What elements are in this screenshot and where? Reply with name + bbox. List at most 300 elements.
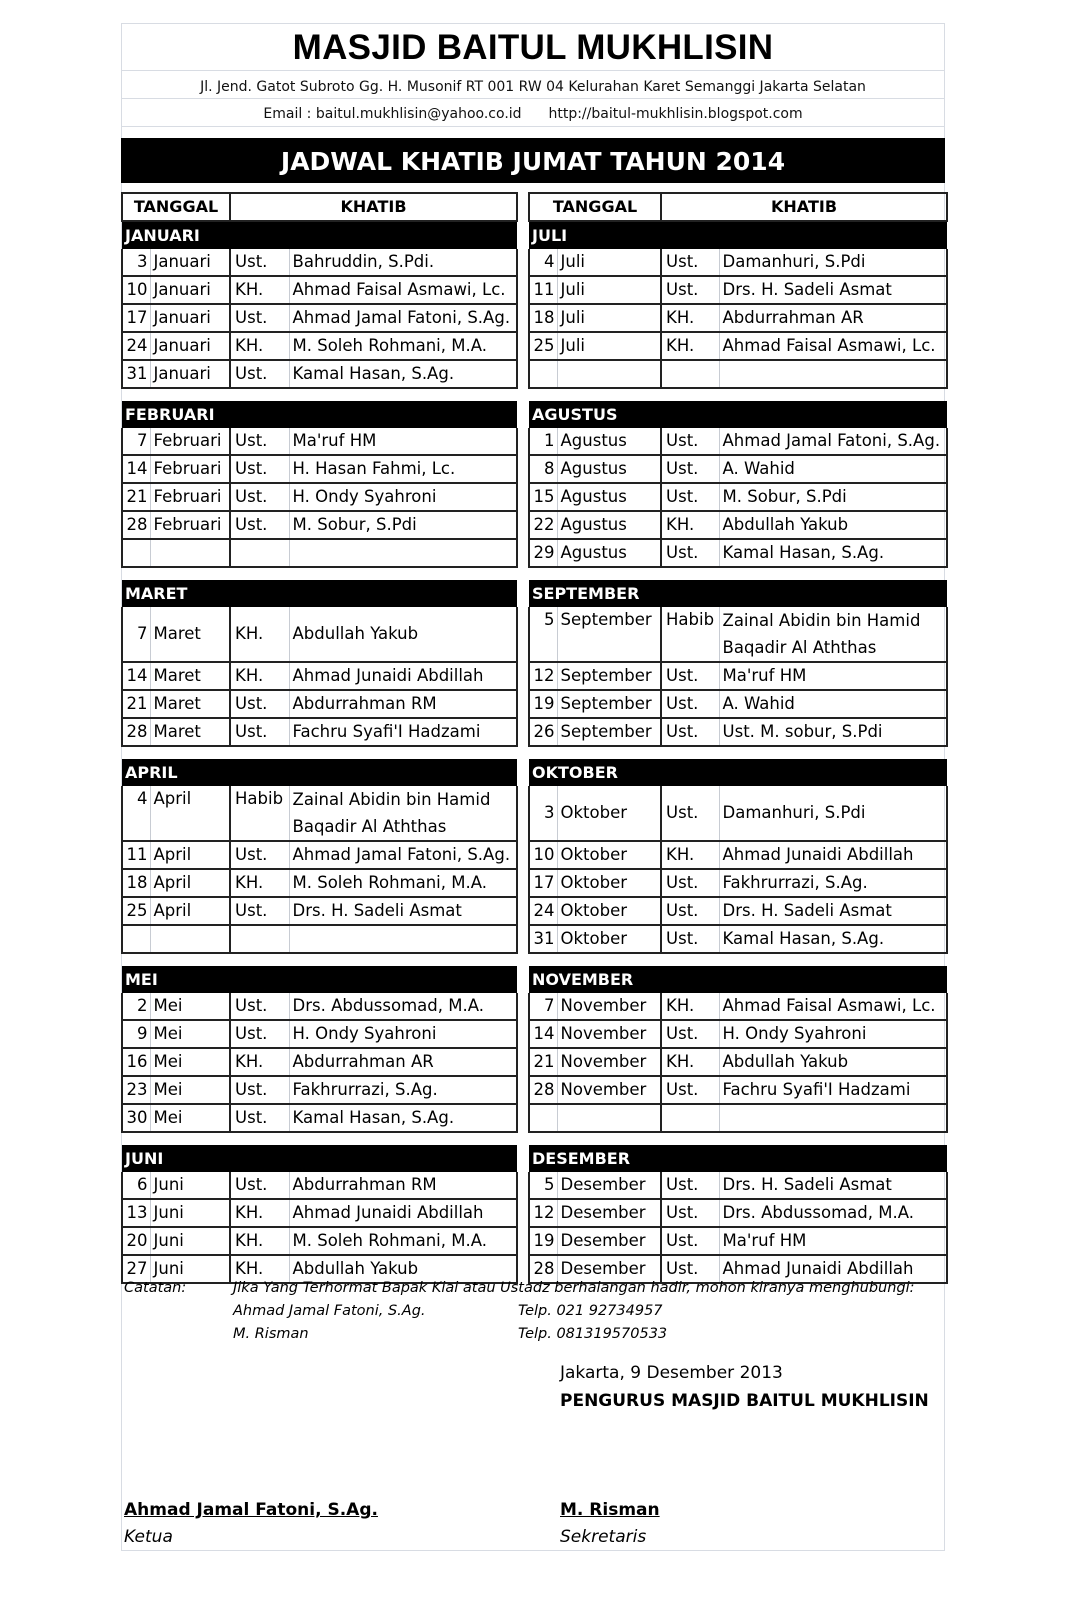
table-row	[122, 690, 517, 718]
title-cell: KH.	[230, 1255, 289, 1283]
month-cell: Maret	[150, 607, 230, 662]
table-row	[529, 841, 947, 869]
title-cell: Ust.	[230, 428, 289, 455]
month-label: JULI	[529, 221, 947, 249]
spacer-row	[529, 388, 947, 401]
table-row	[529, 869, 947, 897]
table-row	[529, 332, 947, 360]
title-cell: Ust.	[230, 1020, 289, 1048]
title-cell: Ust.	[661, 1172, 719, 1199]
khatib-name-cell: Bahruddin, S.Pdi.	[289, 249, 517, 276]
day-cell: 31	[122, 360, 150, 388]
title-cell: Habib	[661, 607, 719, 662]
day-cell: 19	[529, 690, 557, 718]
title-cell: KH.	[230, 1199, 289, 1227]
table-row	[529, 539, 947, 567]
title-cell: Ust.	[230, 249, 289, 276]
contact-name-2: M. Risman	[233, 1326, 309, 1342]
month-cell: Mei	[150, 1020, 230, 1048]
khatib-name-cell: H. Ondy Syahroni	[289, 1020, 517, 1048]
khatib-name-cell: Ahmad Junaidi Abdillah	[719, 1255, 947, 1283]
khatib-name-cell: Ahmad Junaidi Abdillah	[289, 662, 517, 690]
month-cell: September	[557, 690, 661, 718]
month-cell: Desember	[557, 1255, 661, 1283]
khatib-name-cell: M. Soleh Rohmani, M.A.	[289, 332, 517, 360]
day-cell: 1	[529, 428, 557, 455]
table-row	[529, 511, 947, 539]
month-cell: Januari	[150, 304, 230, 332]
table-row	[529, 1172, 947, 1199]
day-cell: 7	[122, 428, 150, 455]
month-cell: Februari	[150, 483, 230, 511]
table-row	[529, 1020, 947, 1048]
khatib-name-cell: Drs. H. Sadeli Asmat	[289, 897, 517, 925]
table-row	[122, 332, 517, 360]
table-row	[122, 1048, 517, 1076]
table-row	[122, 1227, 517, 1255]
month-cell: Mei	[150, 1048, 230, 1076]
day-cell: 3	[122, 249, 150, 276]
month-cell: September	[557, 607, 661, 662]
grid-line	[121, 70, 945, 71]
contact-name-1: Ahmad Jamal Fatoni, S.Ag.	[233, 1303, 426, 1319]
month-cell: Desember	[557, 1227, 661, 1255]
khatib-name-cell: Ahmad Jamal Fatoni, S.Ag.	[289, 304, 517, 332]
khatib-name-cell: Zainal Abidin bin Hamid Baqadir Al Aththas	[289, 786, 517, 841]
month-cell: Januari	[150, 360, 230, 388]
table-row	[529, 897, 947, 925]
khatib-name-cell: M. Soleh Rohmani, M.A.	[289, 869, 517, 897]
title-cell: KH.	[230, 607, 289, 662]
title-cell: Ust.	[230, 897, 289, 925]
month-header-row	[529, 580, 947, 607]
day-cell: 24	[122, 332, 150, 360]
month-cell: Januari	[150, 249, 230, 276]
table-row	[529, 925, 947, 953]
month-cell: April	[150, 897, 230, 925]
khatib-name-cell: Ahmad Faisal Asmawi, Lc.	[719, 993, 947, 1020]
day-cell: 21	[529, 1048, 557, 1076]
month-cell: Februari	[150, 511, 230, 539]
day-cell: 17	[122, 304, 150, 332]
table-row	[529, 304, 947, 332]
table-row	[122, 511, 517, 539]
day-cell: 9	[122, 1020, 150, 1048]
website-link[interactable]: http://baitul-mukhlisin.blogspot.com	[548, 106, 803, 122]
month-cell: September	[557, 662, 661, 690]
khatib-name-cell	[719, 1104, 947, 1132]
table-row	[529, 483, 947, 511]
khatib-name-cell: Ahmad Faisal Asmawi, Lc.	[719, 332, 947, 360]
schedule-table-right	[528, 192, 948, 1284]
month-label: SEPTEMBER	[529, 580, 947, 607]
khatib-name-cell: Ahmad Faisal Asmawi, Lc.	[289, 276, 517, 304]
spacer-row	[529, 746, 947, 759]
month-cell: April	[150, 841, 230, 869]
spacer-row	[122, 953, 517, 966]
khatib-name-cell: Abdullah Yakub	[289, 1255, 517, 1283]
month-label: FEBRUARI	[122, 401, 517, 428]
table-row	[122, 455, 517, 483]
month-cell: Agustus	[557, 539, 661, 567]
schedule-banner: JADWAL KHATIB JUMAT TAHUN 2014	[121, 138, 945, 183]
khatib-name-cell: Drs. H. Sadeli Asmat	[719, 1172, 947, 1199]
month-cell: Mei	[150, 993, 230, 1020]
table-row	[529, 690, 947, 718]
notes-label: Catatan:	[124, 1280, 187, 1296]
khatib-name-cell: Abdurrahman AR	[719, 304, 947, 332]
khatib-name-cell: Kamal Hasan, S.Ag.	[289, 1104, 517, 1132]
spacer-row	[122, 388, 517, 401]
month-cell	[557, 360, 661, 388]
day-cell: 20	[122, 1227, 150, 1255]
chairman-role: Ketua	[124, 1527, 173, 1547]
table-row	[529, 1199, 947, 1227]
address: Jl. Jend. Gatot Subroto Gg. H. Musonif RT 001 RW 04 Kelurahan Karet Semanggi Jakarta Selatan	[200, 79, 866, 95]
table-row	[122, 869, 517, 897]
day-cell: 28	[122, 718, 150, 746]
month-header-row	[529, 1145, 947, 1172]
title-cell: Ust.	[230, 993, 289, 1020]
column-header-row	[529, 193, 947, 221]
month-cell: Juli	[557, 276, 661, 304]
month-label: APRIL	[122, 759, 517, 786]
day-cell: 19	[529, 1227, 557, 1255]
month-label: NOVEMBER	[529, 966, 947, 993]
month-cell: Mei	[150, 1104, 230, 1132]
table-row	[122, 539, 517, 567]
header-khatib: KHATIB	[661, 193, 947, 221]
khatib-name-cell: Abdurrahman AR	[289, 1048, 517, 1076]
title-cell: Ust.	[661, 662, 719, 690]
khatib-name-cell: Ahmad Junaidi Abdillah	[289, 1199, 517, 1227]
day-cell: 14	[122, 455, 150, 483]
contact-phone-1: Telp. 021 92734957	[518, 1303, 663, 1319]
khatib-name-cell: M. Sobur, S.Pdi	[719, 483, 947, 511]
spacer-row	[122, 746, 517, 759]
title-cell: Ust.	[661, 455, 719, 483]
spacer-row	[529, 953, 947, 966]
day-cell: 12	[529, 1199, 557, 1227]
khatib-name-cell: Fachru Syafi'I Hadzami	[289, 718, 517, 746]
khatib-name-cell: Abdullah Yakub	[289, 607, 517, 662]
khatib-name-cell: Ma'ruf HM	[719, 1227, 947, 1255]
title-cell: Ust.	[661, 249, 719, 276]
title-cell: KH.	[230, 1227, 289, 1255]
title-cell: Ust.	[230, 360, 289, 388]
khatib-name-cell: Drs. Abdussomad, M.A.	[719, 1199, 947, 1227]
table-row	[529, 786, 947, 841]
month-cell: November	[557, 1020, 661, 1048]
table-row	[529, 276, 947, 304]
table-row	[529, 993, 947, 1020]
khatib-name-cell: M. Soleh Rohmani, M.A.	[289, 1227, 517, 1255]
day-cell: 28	[122, 511, 150, 539]
title-cell: KH.	[661, 993, 719, 1020]
title-cell: Ust.	[230, 690, 289, 718]
khatib-name-cell: Drs. Abdussomad, M.A.	[289, 993, 517, 1020]
title-cell: Ust.	[661, 690, 719, 718]
title-cell	[661, 1104, 719, 1132]
day-cell: 15	[529, 483, 557, 511]
title-cell: KH.	[230, 869, 289, 897]
table-row	[122, 1172, 517, 1199]
mosque-title: MASJID BAITUL MUKHLISIN	[292, 28, 774, 67]
khatib-name-cell: Zainal Abidin bin Hamid Baqadir Al Aththas	[719, 607, 947, 662]
khatib-name-cell: Damanhuri, S.Pdi	[719, 249, 947, 276]
day-cell: 25	[122, 897, 150, 925]
day-cell: 10	[529, 841, 557, 869]
table-row	[122, 249, 517, 276]
month-cell: November	[557, 993, 661, 1020]
table-row	[122, 1199, 517, 1227]
table-row	[122, 1104, 517, 1132]
day-cell: 4	[122, 786, 150, 841]
spacer-row	[122, 567, 517, 580]
day-cell: 21	[122, 483, 150, 511]
day-cell: 5	[529, 1172, 557, 1199]
notes-text: Jika Yang Terhormat Bapak Kiai atau Ustadz berhalangan hadir, mohon kiranya menghubungi:	[233, 1280, 915, 1296]
chairman-name: Ahmad Jamal Fatoni, S.Ag.	[124, 1500, 378, 1520]
khatib-name-cell: A. Wahid	[719, 455, 947, 483]
khatib-name-cell: Abdullah Yakub	[719, 1048, 947, 1076]
title-cell: Ust.	[661, 1227, 719, 1255]
day-cell: 29	[529, 539, 557, 567]
month-cell: Oktober	[557, 786, 661, 841]
khatib-name-cell: Ma'ruf HM	[289, 428, 517, 455]
month-cell: Juni	[150, 1172, 230, 1199]
table-row	[122, 1076, 517, 1104]
day-cell: 28	[529, 1255, 557, 1283]
place-date: Jakarta, 9 Desember 2013	[560, 1363, 783, 1383]
month-cell: Oktober	[557, 925, 661, 953]
month-cell: April	[150, 869, 230, 897]
month-header-row	[122, 759, 517, 786]
title-cell: Ust.	[661, 539, 719, 567]
table-row	[529, 1104, 947, 1132]
table-row	[529, 1227, 947, 1255]
khatib-name-cell: Fakhrurrazi, S.Ag.	[719, 869, 947, 897]
day-cell: 17	[529, 869, 557, 897]
title-cell: KH.	[661, 332, 719, 360]
title-cell	[230, 539, 289, 567]
khatib-name-cell: Abdurrahman RM	[289, 690, 517, 718]
month-cell: Januari	[150, 276, 230, 304]
table-row	[529, 718, 947, 746]
day-cell	[122, 925, 150, 953]
day-cell: 31	[529, 925, 557, 953]
secretary-name: M. Risman	[560, 1500, 660, 1520]
table-row	[529, 1048, 947, 1076]
khatib-name-cell: Abdurrahman RM	[289, 1172, 517, 1199]
month-cell: Februari	[150, 428, 230, 455]
org-name: PENGURUS MASJID BAITUL MUKHLISIN	[560, 1391, 929, 1411]
day-cell: 22	[529, 511, 557, 539]
title-cell: Ust.	[661, 897, 719, 925]
month-label: MEI	[122, 966, 517, 993]
header-khatib: KHATIB	[230, 193, 517, 221]
day-cell: 13	[122, 1199, 150, 1227]
day-cell: 2	[122, 993, 150, 1020]
table-row	[122, 841, 517, 869]
title-cell: Ust.	[230, 304, 289, 332]
month-cell: Juli	[557, 332, 661, 360]
title-cell: KH.	[230, 332, 289, 360]
khatib-name-cell: H. Hasan Fahmi, Lc.	[289, 455, 517, 483]
column-header-row	[122, 193, 517, 221]
month-cell: Maret	[150, 662, 230, 690]
khatib-name-cell: H. Ondy Syahroni	[289, 483, 517, 511]
khatib-name-cell: Drs. H. Sadeli Asmat	[719, 897, 947, 925]
month-cell: Januari	[150, 332, 230, 360]
day-cell	[122, 539, 150, 567]
table-row	[122, 607, 517, 662]
day-cell: 26	[529, 718, 557, 746]
title-cell: KH.	[230, 1048, 289, 1076]
month-header-row	[122, 966, 517, 993]
month-header-row	[122, 401, 517, 428]
table-row	[122, 276, 517, 304]
day-cell: 24	[529, 897, 557, 925]
month-cell: Maret	[150, 690, 230, 718]
khatib-name-cell: Fachru Syafi'I Hadzami	[719, 1076, 947, 1104]
spacer-row	[529, 567, 947, 580]
day-cell: 18	[122, 869, 150, 897]
title-cell: Ust.	[661, 1076, 719, 1104]
title-cell: Ust.	[230, 455, 289, 483]
table-row	[529, 249, 947, 276]
title-cell: Ust.	[230, 1076, 289, 1104]
table-row	[122, 1020, 517, 1048]
header-tanggal: TANGGAL	[122, 193, 230, 221]
table-row	[122, 428, 517, 455]
table-row	[122, 786, 517, 841]
day-cell: 7	[529, 993, 557, 1020]
title-cell: Ust.	[661, 786, 719, 841]
day-cell: 10	[122, 276, 150, 304]
title-cell: KH.	[230, 662, 289, 690]
table-row	[529, 662, 947, 690]
table-row	[529, 607, 947, 662]
table-row	[529, 428, 947, 455]
month-cell	[150, 925, 230, 953]
title-cell: Ust.	[661, 925, 719, 953]
khatib-name-cell: Fakhrurrazi, S.Ag.	[289, 1076, 517, 1104]
month-header-row	[529, 221, 947, 249]
month-label: AGUSTUS	[529, 401, 947, 428]
month-header-row	[122, 1145, 517, 1172]
khatib-name-cell: Ust. M. sobur, S.Pdi	[719, 718, 947, 746]
title-cell: Ust.	[661, 276, 719, 304]
contact-line	[121, 101, 945, 127]
day-cell: 18	[529, 304, 557, 332]
month-label: JUNI	[122, 1145, 517, 1172]
month-cell: November	[557, 1076, 661, 1104]
day-cell: 30	[122, 1104, 150, 1132]
month-cell: Oktober	[557, 897, 661, 925]
month-cell: Oktober	[557, 841, 661, 869]
month-label: MARET	[122, 580, 517, 607]
table-row	[122, 304, 517, 332]
title-cell: KH.	[661, 841, 719, 869]
month-cell: Agustus	[557, 455, 661, 483]
table-row	[122, 662, 517, 690]
month-cell: Desember	[557, 1199, 661, 1227]
month-cell: Juni	[150, 1255, 230, 1283]
day-cell: 7	[122, 607, 150, 662]
day-cell: 23	[122, 1076, 150, 1104]
day-cell: 25	[529, 332, 557, 360]
khatib-name-cell	[289, 539, 517, 567]
title-cell: Ust.	[230, 1104, 289, 1132]
spacer-row	[122, 1132, 517, 1145]
day-cell: 14	[529, 1020, 557, 1048]
title-cell: Ust.	[661, 483, 719, 511]
contact-phone-2: Telp. 081319570533	[518, 1326, 668, 1342]
khatib-name-cell: Kamal Hasan, S.Ag.	[719, 925, 947, 953]
khatib-name-cell	[719, 360, 947, 388]
table-row	[122, 993, 517, 1020]
email: Email : baitul.mukhlisin@yahoo.co.id	[263, 106, 522, 122]
day-cell: 11	[529, 276, 557, 304]
month-cell: November	[557, 1048, 661, 1076]
title-cell: Ust.	[230, 511, 289, 539]
khatib-name-cell	[289, 925, 517, 953]
khatib-name-cell: H. Ondy Syahroni	[719, 1020, 947, 1048]
title-cell: KH.	[661, 511, 719, 539]
month-cell: Agustus	[557, 483, 661, 511]
month-label: OKTOBER	[529, 759, 947, 786]
month-cell: Juni	[150, 1199, 230, 1227]
month-header-row	[122, 580, 517, 607]
day-cell: 11	[122, 841, 150, 869]
month-cell: Februari	[150, 455, 230, 483]
title-cell	[661, 360, 719, 388]
table-row	[529, 360, 947, 388]
month-cell: Agustus	[557, 428, 661, 455]
month-cell: Desember	[557, 1172, 661, 1199]
khatib-name-cell: A. Wahid	[719, 690, 947, 718]
month-header-row	[529, 759, 947, 786]
table-row	[122, 483, 517, 511]
title-cell	[230, 925, 289, 953]
month-header-row	[529, 966, 947, 993]
day-cell	[529, 1104, 557, 1132]
khatib-name-cell: Ahmad Jamal Fatoni, S.Ag.	[719, 428, 947, 455]
title-cell: KH.	[230, 276, 289, 304]
month-cell: Agustus	[557, 511, 661, 539]
title-cell: Ust.	[661, 1020, 719, 1048]
title-cell: Habib	[230, 786, 289, 841]
month-label: DESEMBER	[529, 1145, 947, 1172]
secretary-role: Sekretaris	[560, 1527, 647, 1547]
day-cell: 12	[529, 662, 557, 690]
khatib-name-cell: Kamal Hasan, S.Ag.	[719, 539, 947, 567]
spacer-row	[529, 1132, 947, 1145]
title-cell: Ust.	[661, 428, 719, 455]
title-cell: Ust.	[661, 718, 719, 746]
month-cell: Juni	[150, 1227, 230, 1255]
day-cell: 16	[122, 1048, 150, 1076]
khatib-name-cell: Kamal Hasan, S.Ag.	[289, 360, 517, 388]
month-cell: Maret	[150, 718, 230, 746]
month-header-row	[529, 401, 947, 428]
header-tanggal: TANGGAL	[529, 193, 661, 221]
khatib-name-cell: Ahmad Jamal Fatoni, S.Ag.	[289, 841, 517, 869]
title-cell: Ust.	[230, 1172, 289, 1199]
month-cell: Juli	[557, 304, 661, 332]
month-cell	[150, 539, 230, 567]
